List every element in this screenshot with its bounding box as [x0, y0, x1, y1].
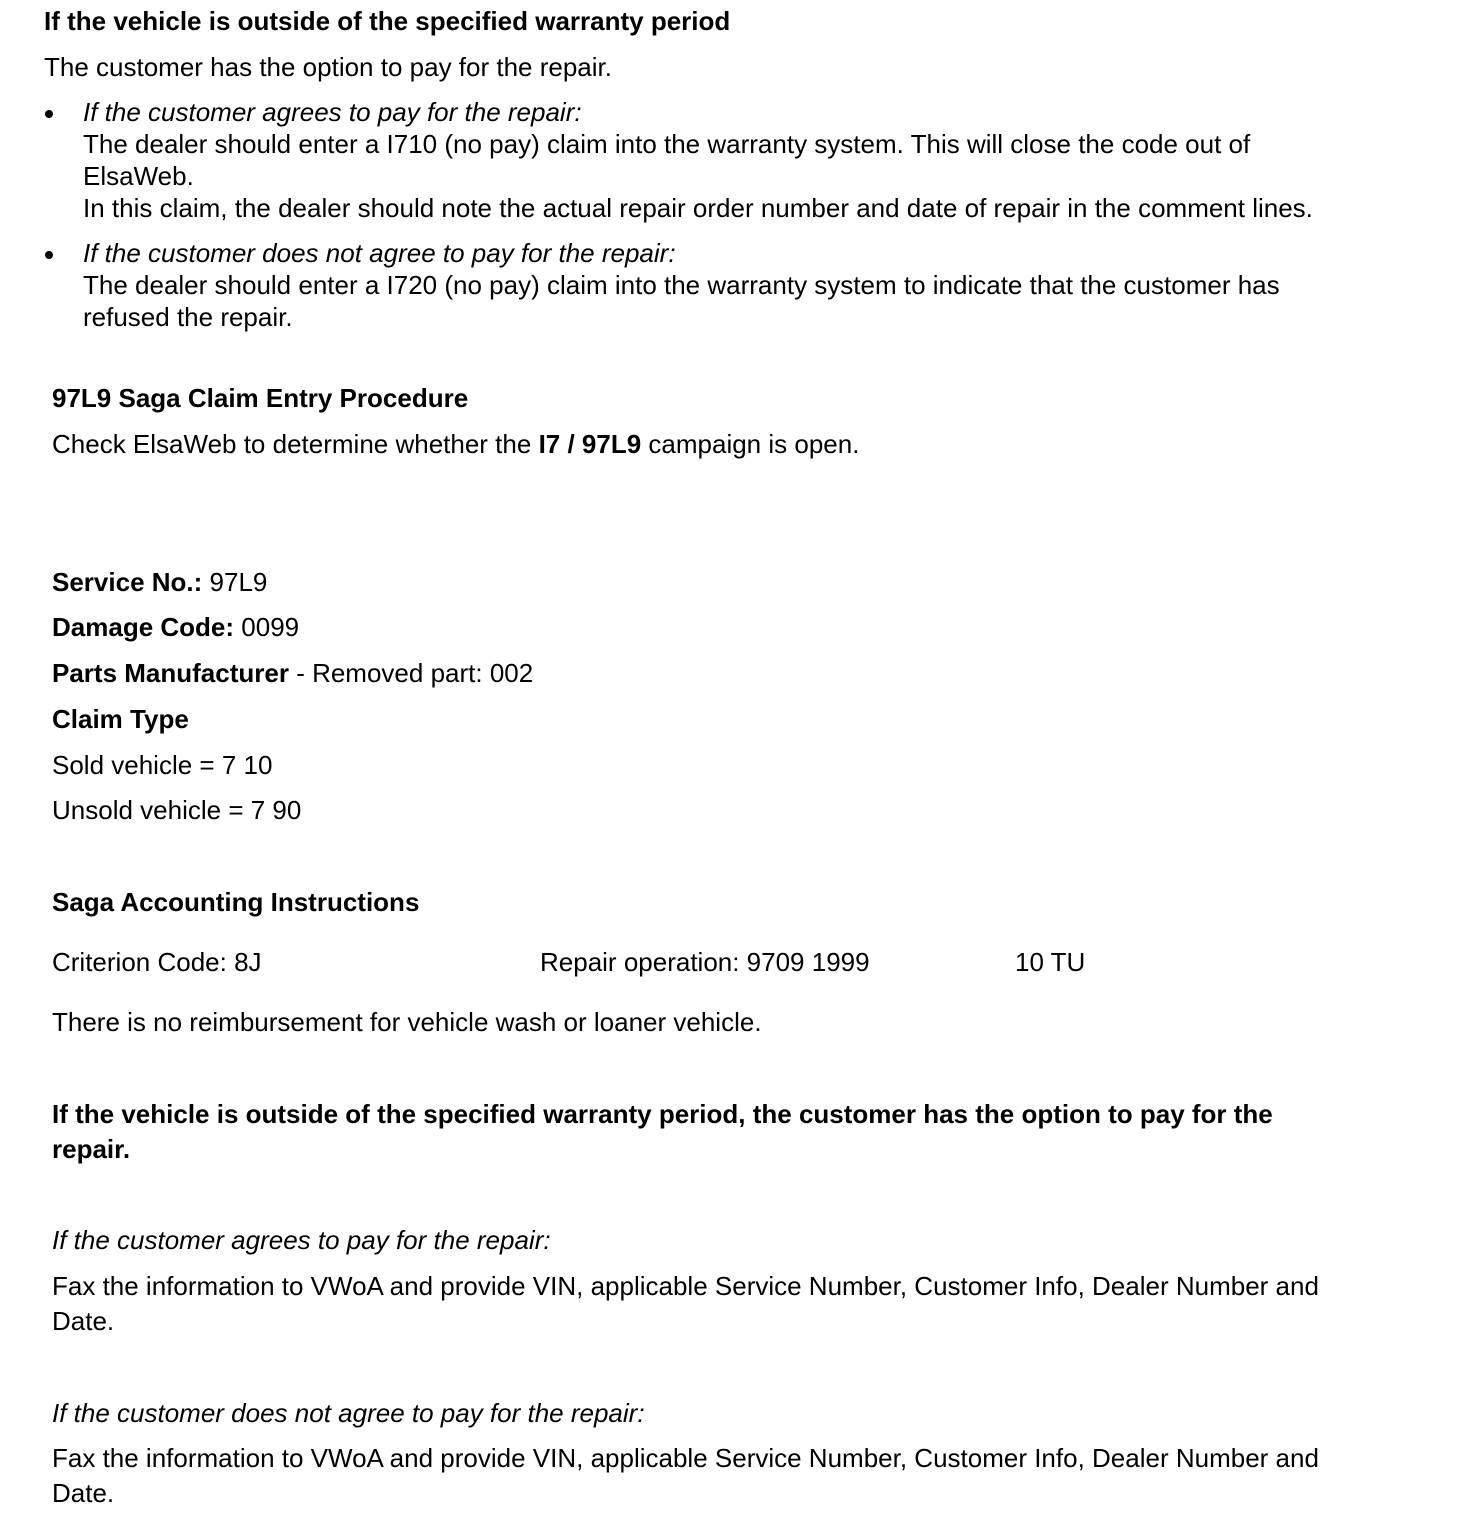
bullet-title: If the customer does not agree to pay for the repair:	[83, 238, 676, 268]
bullet-text-line: ElsaWeb.	[83, 161, 194, 191]
agree-text-line: Date.	[52, 1306, 115, 1336]
unsold-vehicle: Unsold vehicle = 7 90	[52, 795, 302, 825]
claim-entry-check	[52, 428, 859, 460]
service-no-label: Service No.:	[52, 567, 203, 597]
disagree-text-line: Date.	[52, 1478, 115, 1508]
bullet-text-line: In this claim, the dealer should note the actual repair order number and date of repair in the comment lines.	[83, 193, 1313, 223]
claim-type-label: Claim Type	[52, 704, 189, 734]
campaign-code: I7 / 97L9	[538, 429, 642, 459]
parts-manufacturer-row	[52, 657, 533, 689]
bullet-icon	[45, 251, 53, 259]
bullet-text-line: refused the repair.	[83, 302, 293, 332]
damage-code-label: Damage Code:	[52, 612, 235, 642]
section2-heading-line: repair.	[52, 1134, 131, 1164]
section2-heading-line: If the vehicle is outside of the specified warranty period, the customer has the option to pay for the	[52, 1099, 1273, 1129]
time-units: 10 TU	[1015, 947, 1086, 977]
damage-code-value: 0099	[234, 612, 300, 642]
accounting-heading: Saga Accounting Instructions	[52, 887, 420, 917]
criterion-code: Criterion Code: 8J	[52, 947, 262, 977]
repair-operation: Repair operation: 9709 1999	[540, 947, 870, 977]
claim-entry-heading: 97L9 Saga Claim Entry Procedure	[52, 383, 469, 413]
agree-title: If the customer agrees to pay for the repair:	[52, 1225, 551, 1255]
service-no-value: 97L9	[202, 567, 268, 597]
bullet-icon	[45, 110, 53, 118]
reimbursement-note: There is no reimbursement for vehicle wash or loaner vehicle.	[52, 1007, 762, 1037]
bullet-title: If the customer agrees to pay for the repair:	[83, 97, 582, 127]
section1-intro: The customer has the option to pay for the repair.	[44, 52, 612, 82]
section1-heading: If the vehicle is outside of the specified warranty period	[44, 6, 731, 36]
service-no-row	[52, 566, 267, 598]
parts-manufacturer-label: Parts Manufacturer	[52, 658, 289, 688]
bullet-text-line: The dealer should enter a I710 (no pay) claim into the warranty system. This will close the code out of	[83, 129, 1251, 159]
damage-code-row	[52, 611, 299, 643]
check-suffix: campaign is open.	[641, 429, 860, 459]
sold-vehicle: Sold vehicle = 7 10	[52, 750, 273, 780]
disagree-title: If the customer does not agree to pay for the repair:	[52, 1398, 645, 1428]
check-prefix: Check ElsaWeb to determine whether the	[52, 429, 539, 459]
agree-text-line: Fax the information to VWoA and provide VIN, applicable Service Number, Customer Info, Dealer Number and	[52, 1271, 1319, 1301]
bullet-text-line: The dealer should enter a I720 (no pay) claim into the warranty system to indicate that the customer has	[83, 270, 1280, 300]
disagree-text-line: Fax the information to VWoA and provide VIN, applicable Service Number, Customer Info, Dealer Number and	[52, 1443, 1319, 1473]
parts-manufacturer-value: - Removed part: 002	[288, 658, 534, 688]
